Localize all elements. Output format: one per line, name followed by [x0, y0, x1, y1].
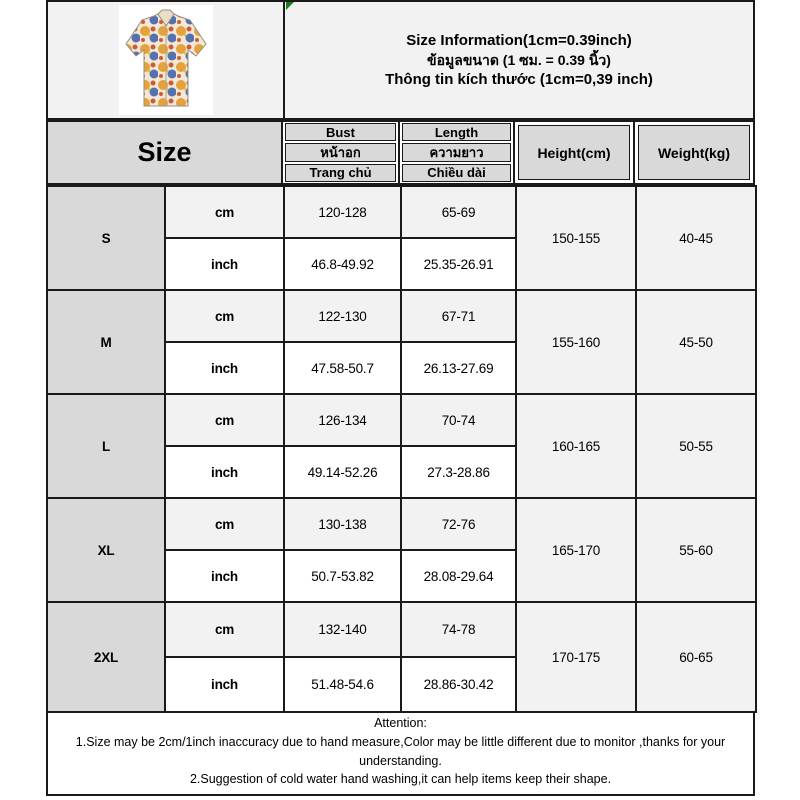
size-label-m: M: [47, 290, 165, 394]
unit-cm: cm: [165, 602, 284, 657]
height-column-header: [515, 122, 635, 183]
length-inch-value: 25.35-26.91: [401, 238, 516, 290]
height-value: 150-155: [516, 186, 636, 290]
length-label-en: Length: [402, 123, 511, 141]
title-english: Size Information(1cm=0.39inch): [406, 31, 632, 49]
length-label-th: ความยาว: [402, 143, 511, 161]
size-column-header: Size: [48, 122, 283, 183]
bust-column-header: [283, 122, 400, 183]
product-photo-frame: [119, 5, 213, 115]
unit-inch: inch: [165, 657, 284, 712]
attention-line-1: 1.Size may be 2cm/1inch inaccuracy due to hand measure,Color may be little different due to monitor ,thanks for your understanding.: [75, 734, 726, 768]
weight-value: 55-60: [636, 498, 756, 602]
product-image-cell: [48, 2, 285, 118]
bust-inch-value: 47.58-50.7: [284, 342, 401, 394]
height-value: 160-165: [516, 394, 636, 498]
size-label-s: S: [47, 186, 165, 290]
weight-value: 50-55: [636, 394, 756, 498]
size-table-body: [46, 185, 757, 713]
bust-cm-value: 122-130: [284, 290, 401, 342]
unit-cm: cm: [165, 394, 284, 446]
length-inch-value: 27.3-28.86: [401, 446, 516, 498]
bust-inch-value: 46.8-49.92: [284, 238, 401, 290]
height-value: 170-175: [516, 602, 636, 712]
attention-line-2: 2.Suggestion of cold water hand washing,it can help items keep their shape.: [189, 772, 612, 787]
size-label-xl: XL: [47, 498, 165, 602]
bust-cm-value: 130-138: [284, 498, 401, 550]
weight-label: Weight(kg): [638, 125, 750, 180]
bust-cm-value: 132-140: [284, 602, 401, 657]
bust-label-th: หน้าอก: [285, 143, 396, 161]
green-corner-marker-icon: [286, 2, 294, 10]
length-cm-value: 67-71: [401, 290, 516, 342]
length-cm-value: 74-78: [401, 602, 516, 657]
unit-inch: inch: [165, 550, 284, 602]
title-thai: ข้อมูลขนาด (1 ซม. = 0.39 นิ้ว): [427, 51, 611, 68]
length-inch-value: 26.13-27.69: [401, 342, 516, 394]
length-cm-value: 65-69: [401, 186, 516, 238]
unit-cm: cm: [165, 290, 284, 342]
table-header-row: [46, 120, 755, 185]
height-value: 155-160: [516, 290, 636, 394]
size-info-title-cell: [285, 2, 753, 118]
length-column-header: [400, 122, 515, 183]
size-label-l: L: [47, 394, 165, 498]
height-label: Height(cm): [518, 125, 630, 180]
length-cm-value: 70-74: [401, 394, 516, 446]
unit-cm: cm: [165, 498, 284, 550]
bust-cm-value: 126-134: [284, 394, 401, 446]
bust-label-en: Bust: [285, 123, 396, 141]
unit-inch: inch: [165, 446, 284, 498]
top-section: [46, 0, 755, 120]
weight-column-header: [635, 122, 753, 183]
unit-inch: inch: [165, 238, 284, 290]
attention-note: [46, 711, 755, 796]
unit-inch: inch: [165, 342, 284, 394]
bust-cm-value: 120-128: [284, 186, 401, 238]
bust-label-vi: Trang chủ: [285, 164, 396, 182]
unit-cm: cm: [165, 186, 284, 238]
weight-value: 60-65: [636, 602, 756, 712]
length-label-vi: Chiều dài: [402, 164, 511, 182]
bust-inch-value: 50.7-53.82: [284, 550, 401, 602]
bust-inch-value: 49.14-52.26: [284, 446, 401, 498]
height-value: 165-170: [516, 498, 636, 602]
length-cm-value: 72-76: [401, 498, 516, 550]
size-label-2xl: 2XL: [47, 602, 165, 712]
attention-title: Attention:: [374, 716, 427, 730]
length-inch-value: 28.08-29.64: [401, 550, 516, 602]
title-vietnamese: Thông tin kích thước (1cm=0,39 inch): [385, 71, 653, 89]
shirt-image: [122, 8, 210, 112]
bust-inch-value: 51.48-54.6: [284, 657, 401, 712]
weight-value: 45-50: [636, 290, 756, 394]
weight-value: 40-45: [636, 186, 756, 290]
length-inch-value: 28.86-30.42: [401, 657, 516, 712]
